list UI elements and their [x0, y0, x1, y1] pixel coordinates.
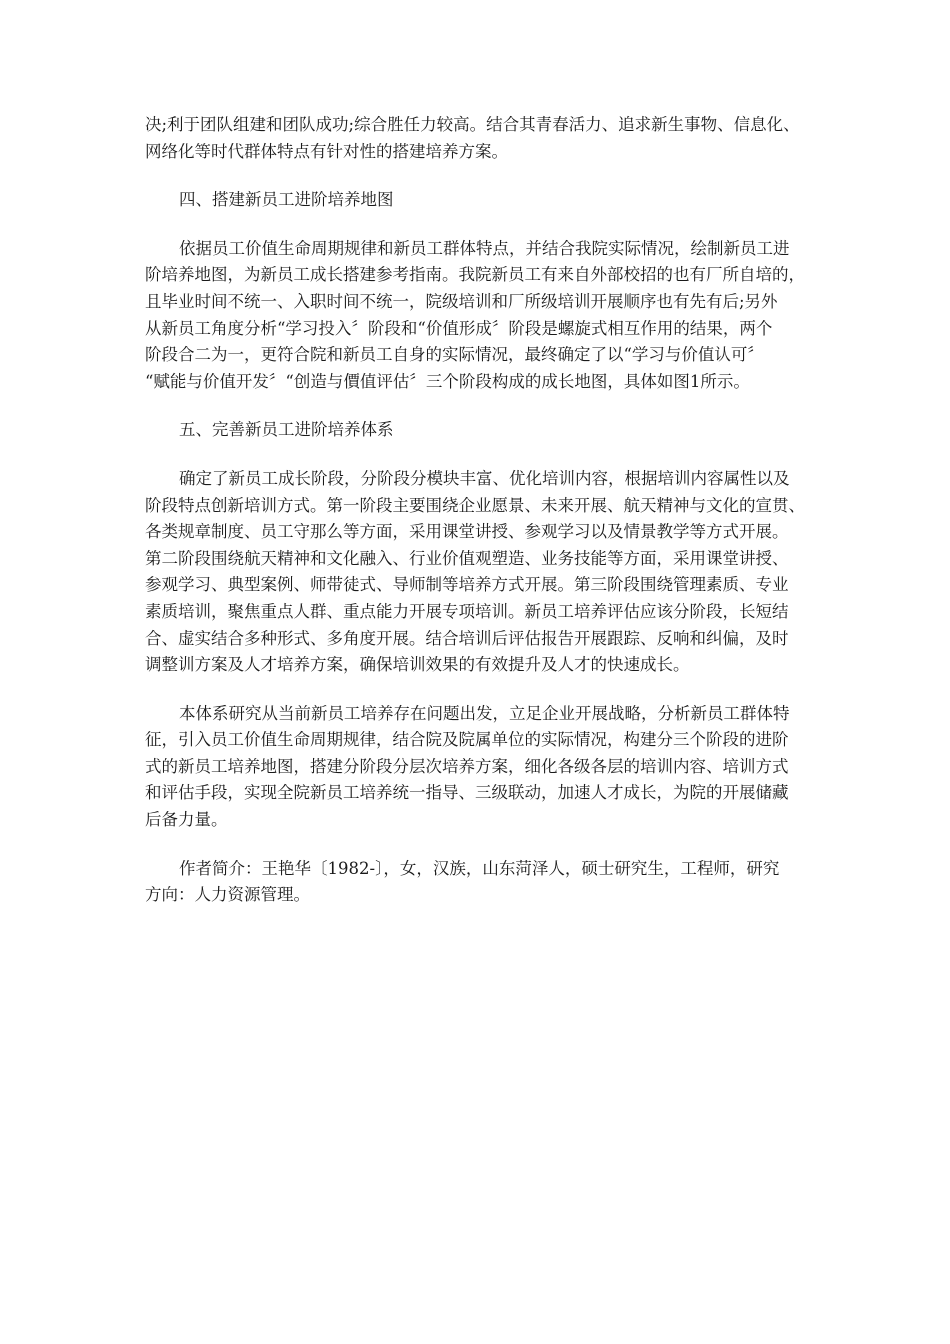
- heading-line: 四、搭建新员工进阶培养地图: [179, 190, 394, 210]
- text-line: 本体系研究从当前新员工培养存在问题出发，立足企业开展战略，分析新员工群体特: [179, 703, 790, 723]
- paragraph-author-bio: [145, 856, 815, 909]
- paragraph-training-map: [145, 236, 815, 396]
- text-line: 从新员工角度分析“学习投入〞阶段和“价值形成〞阶段是螺旋式相互作用的结果，两个: [145, 318, 773, 338]
- text-line: 征，引入员工价值生命周期规律，结合院及院属单位的实际情况，构建分三个阶段的进阶: [145, 730, 789, 750]
- paragraph-training-system: [145, 466, 815, 679]
- text-line: 第二阶段围绕航天精神和文化融入、行业价值观塑造、业务技能等方面，采用课堂讲授、: [145, 548, 789, 568]
- text-line: 作者简介：王艳华〔1982-〕，女，汉族，山东菏泽人，硕士研究生，工程师，研究: [179, 858, 780, 878]
- text-line: 且毕业时间不统一、入职时间不统一，院级培训和厂所级培训开展顺序也有先有后;另外: [145, 291, 778, 311]
- section-heading-5: [145, 417, 815, 444]
- paragraph-conclusion: [145, 701, 815, 834]
- section-heading-4: [145, 187, 815, 214]
- text-line: 合、虚实结合多种形式、多角度开展。结合培训后评估报告开展跟踪、反响和纠偏，及时: [145, 628, 789, 648]
- document-page: [145, 112, 815, 909]
- text-line: 确定了新员工成长阶段，分阶段分模块丰富、优化培训内容，根据培训内容属性以及: [179, 468, 790, 488]
- text-line: 和评估手段，实现全院新员工培养统一指导、三级联动，加速人才成长，为院的开展储藏: [145, 783, 789, 803]
- text-line: 各类规章制度、员工守那么等方面，采用课堂讲授、参观学习以及情景教学等方式开展。: [145, 522, 789, 542]
- text-line: 依据员工价值生命周期规律和新员工群体特点，并结合我院实际情况，绘制新员工进: [179, 238, 790, 258]
- text-line: 阶段合二为一，更符合院和新员工自身的实际情况，最终确定了以“学习与价值认可〞: [145, 345, 764, 365]
- text-line: 阶培养地图，为新员工成长搭建参考指南。我院新员工有来自外部校招的也有厂所自培的，: [145, 265, 805, 285]
- text-line: 式的新员工培养地图，搭建分阶段分层次培养方案，细化各级各层的培训内容、培训方式: [145, 756, 789, 776]
- text-line: “赋能与价值开发〞“创造与價值评估〞三个阶段构成的成长地图，具体如图1所示。: [145, 371, 750, 391]
- text-line: 决;利于团队组建和团队成功;综合胜任力较高。结合其青春活力、追求新生事物、信息化、: [145, 115, 800, 134]
- text-line: 阶段特点创新培训方式。第一阶段主要围绕企业愿景、未来开展、航天精神与文化的宣贯、: [145, 495, 805, 515]
- paragraph-continuation: [145, 112, 815, 165]
- text-line: 后备力量。: [145, 810, 228, 830]
- text-line: 网络化等时代群体特点有针对性的搭建培养方案。: [145, 141, 508, 161]
- heading-line: 五、完善新员工进阶培养体系: [179, 420, 394, 440]
- text-line: 调整训方案及人才培养方案，确保培训效果的有效提升及人才的快速成长。: [145, 655, 690, 675]
- text-line: 素质培训，聚焦重点人群、重点能力开展专项培训。新员工培养评估应该分阶段，长短结: [145, 601, 789, 621]
- text-line: 方向：人力资源管理。: [145, 885, 310, 905]
- text-line: 参观学习、典型案例、师带徒式、导师制等培养方式开展。第三阶段围绕管理素质、专业: [145, 575, 789, 595]
